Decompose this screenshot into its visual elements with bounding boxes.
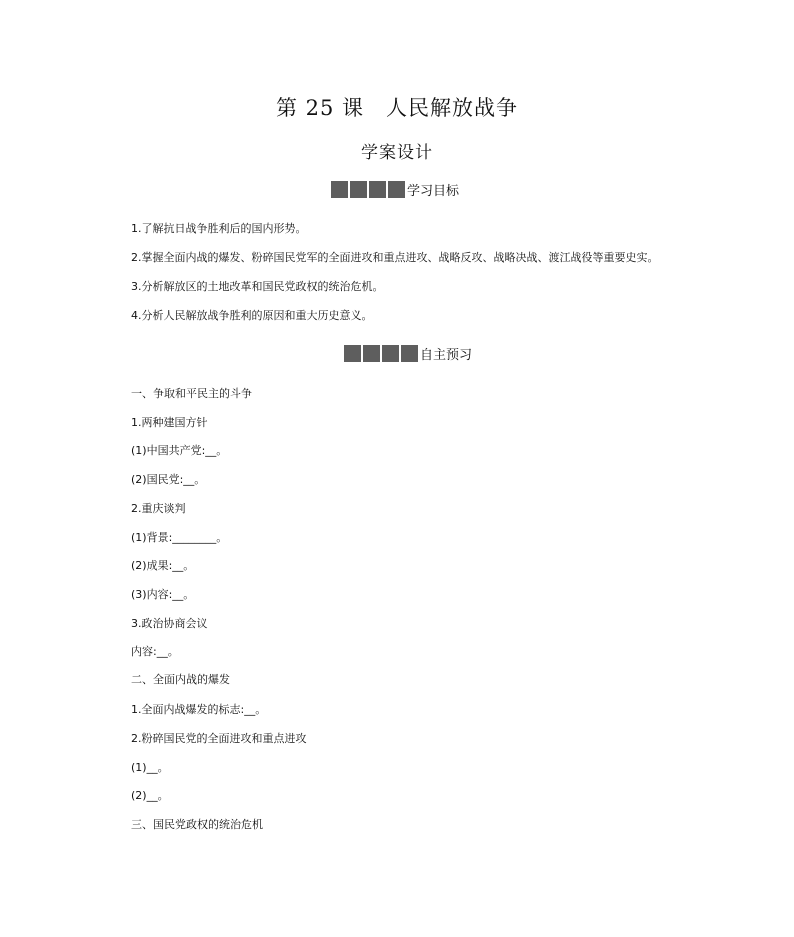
preview-heading (344, 344, 472, 363)
preview-line: 内容:__。 (131, 645, 179, 658)
goal-item: 2.掌握全面内战的爆发、粉碎国民党军的全面进攻和重点进攻、战略反攻、战略决战、渡江战役等重要史实。 (131, 251, 659, 264)
preview-line: 2.重庆谈判 (131, 502, 186, 515)
preview-line: 二、全面内战的爆发 (131, 673, 230, 686)
preview-line: 2.粉碎国民党的全面进攻和重点进攻 (131, 732, 307, 745)
preview-line: 1.两种建国方针 (131, 416, 208, 429)
goal-item: 1.了解抗日战争胜利后的国内形势。 (131, 222, 307, 235)
preview-line: 1.全面内战爆发的标志:__。 (131, 703, 267, 716)
lesson-name: 人民解放战争 (386, 96, 519, 120)
preview-line: (2)成果:__。 (131, 559, 195, 572)
preview-line: (1)背景:________。 (131, 531, 228, 544)
page-title (0, 92, 794, 122)
page-subtitle: 学案设计 (361, 143, 433, 163)
preview-line: 三、国民党政权的统治危机 (131, 818, 263, 831)
heading-blocks-icon (331, 181, 405, 198)
goals-heading (331, 180, 459, 199)
preview-line: (2)国民党:__。 (131, 473, 206, 486)
goal-item: 3.分析解放区的土地改革和国民党政权的统治危机。 (131, 280, 384, 293)
heading-blocks-icon (344, 345, 418, 362)
preview-line: (1)__。 (131, 761, 169, 774)
preview-line: (2)__。 (131, 789, 169, 802)
goals-heading-label: 学习目标 (407, 184, 460, 199)
lesson-number: 第 25 课 (275, 96, 365, 120)
preview-line: (3)内容:__。 (131, 588, 195, 601)
preview-line: (1)中国共产党:__。 (131, 444, 228, 457)
goal-item: 4.分析人民解放战争胜利的原因和重大历史意义。 (131, 309, 373, 322)
preview-heading-label: 自主预习 (420, 348, 473, 363)
preview-line: 一、争取和平民主的斗争 (131, 387, 252, 400)
preview-line: 3.政治协商会议 (131, 617, 208, 630)
